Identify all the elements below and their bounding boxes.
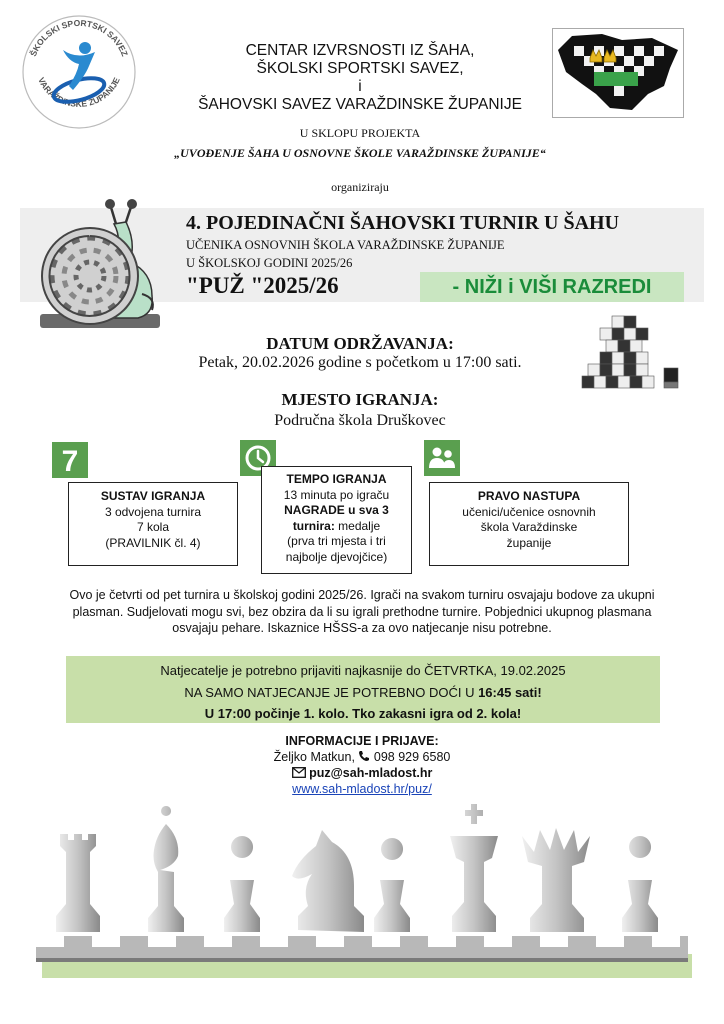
phone-icon: [358, 750, 370, 762]
registration-deadline: Natjecatelje je potrebno prijaviti najkasnije do ČETVRTKA, 19.02.2025: [160, 663, 566, 678]
eligibility-box: [429, 482, 629, 566]
tournament-name: "PUŽ "2025/26: [186, 273, 339, 298]
website-link[interactable]: www.sah-mladost.hr/puz/: [292, 782, 432, 796]
date-label: DATUM ODRŽAVANJA:: [266, 334, 454, 353]
tempo-line: [262, 519, 411, 535]
contact-title: INFORMACIJE I PRIJAVE:: [285, 734, 439, 748]
people-icon: [424, 440, 460, 476]
tempo-medals: medalje: [334, 518, 381, 533]
contact-name: Željko Matkun,: [273, 750, 355, 764]
project-line: U SKLOPU PROJEKTA: [299, 126, 421, 140]
tournament-season: U ŠKOLSKOJ GODINI 2025/26: [186, 256, 353, 270]
seven-icon: [52, 442, 88, 478]
place-label: MJESTO IGRANJA:: [281, 390, 439, 409]
eligibility-line: županije: [506, 535, 552, 550]
chess-map-logo: [552, 28, 684, 118]
arrival-notice: [66, 685, 660, 700]
tempo-title: TEMPO IGRANJA: [286, 472, 387, 486]
tempo-line: 13 minuta po igraču: [283, 487, 390, 502]
date-value: Petak, 20.02.2026 godine s početkom u 17:00 sati.: [198, 354, 522, 371]
tempo-tournaments: turnira:: [292, 518, 335, 533]
skolski-savez-logo: [15, 10, 143, 130]
tempo-prizes: NAGRADE u sva 3: [284, 503, 389, 517]
organizer-line: ŠKOLSKI SPORTSKI SAVEZ,: [256, 60, 464, 77]
organize-label: organiziraju: [331, 180, 389, 194]
organizer-lines: [150, 42, 570, 114]
chess-pieces-illustration: [36, 800, 696, 984]
arrival-prefix: NA SAMO NATJECANJE JE POTREBNO DOĆI U: [184, 685, 479, 700]
tempo-line: (prva tri mjesta i tri: [287, 534, 386, 548]
email-icon: [292, 767, 306, 778]
system-line: 7 kola: [136, 520, 170, 534]
contact-email-row: [150, 766, 574, 780]
project-name: „UVOĐENJE ŠAHA U OSNOVNE ŠKOLE VARAŽDINSKE ŽUPANIJE“: [174, 146, 546, 160]
system-box: [68, 482, 238, 566]
svg-text:VARAŽDINSKE ŽUPANIJE: VARAŽDINSKE ŽUPANIJE: [36, 75, 122, 109]
svg-text:7: 7: [61, 445, 79, 478]
tempo-box: [261, 466, 412, 574]
contact-person: [150, 750, 574, 764]
arrival-time: 16:45 sati!: [478, 685, 542, 700]
chess-cubes-icon: [578, 312, 690, 404]
organizer-line: ŠAHOVSKI SAVEZ VARAŽDINSKE ŽUPANIJE: [198, 96, 522, 113]
organizer-line: i: [358, 78, 362, 95]
round-start-notice: U 17:00 počinje 1. kolo. Tko zakasni igra od 2. kola!: [204, 706, 522, 721]
contact-phone[interactable]: 098 929 6580: [373, 750, 451, 764]
tournament-title: 4. POJEDINAČNI ŠAHOVSKI TURNIR U ŠAHU: [186, 212, 620, 234]
system-title: SUSTAV IGRANJA: [100, 489, 206, 503]
grades-label: - NIŽI i VIŠI RAZREDI: [452, 276, 652, 298]
svg-text:ŠKOLSKI SPORTSKI SAVEZ: ŠKOLSKI SPORTSKI SAVEZ: [28, 17, 130, 58]
eligibility-line: učenici/učenice osnovnih: [462, 504, 596, 519]
contact-email[interactable]: puz@sah-mladost.hr: [309, 766, 433, 780]
place-value: Područna škola Druškovec: [274, 412, 446, 429]
tournament-subtitle: UČENIKA OSNOVNIH ŠKOLA VARAŽDINSKE ŽUPANIJE: [186, 238, 505, 252]
eligibility-line: škola Varaždinske: [480, 520, 578, 534]
snail-mascot-icon: [34, 198, 174, 336]
tempo-line: najbolje djevojčice): [285, 549, 388, 564]
organizer-line: CENTAR IZVRSNOSTI IZ ŠAHA,: [245, 42, 475, 59]
eligibility-title: PRAVO NASTUPA: [477, 489, 581, 503]
system-line: 3 odvojena turnira: [104, 504, 202, 519]
description-paragraph: Ovo je četvrti od pet turnira u školskoj godini 2025/26. Igrači na svakom turniru osvajaju bodove za ukupni plasman. Sudjelovati mogu svi, bez obzira da li su igrali prethodne turnire. Pobjednici ukupnog plasmana osvajaju pehare. Iskaznice HŠSS-a za ovo natjecanje nisu potrebne.: [69, 588, 655, 635]
system-line: (PRAVILNIK čl. 4): [105, 535, 201, 550]
